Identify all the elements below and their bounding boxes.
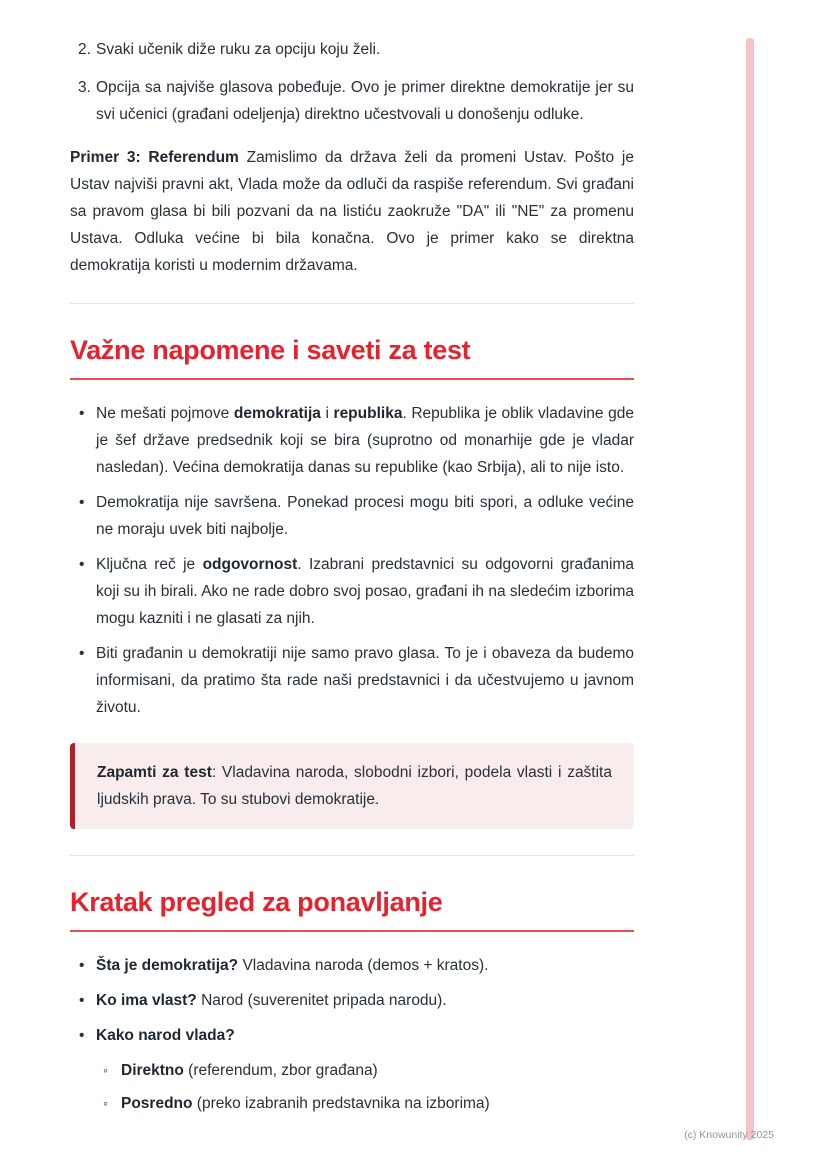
callout-text: Zapamti za test: Vladavina naroda, slobodni izbori, podela vlasti i zaštita ljudskih prava. To su stubovi demokratije. bbox=[97, 764, 612, 808]
sub-bullet-list bbox=[96, 1057, 634, 1117]
list-item: • Biti građanin u demokratiji nije samo pravo glasa. To je i obaveza da budemo informisani, da pratimo šta rade naši predstavnici i da učestvujemo u javnom životu. bbox=[70, 640, 634, 721]
section-divider bbox=[70, 855, 634, 856]
list-item: • Demokratija nije savršena. Ponekad procesi mogu biti spori, a odluke većine ne moraju uvek biti najbolje. bbox=[70, 489, 634, 543]
content-column bbox=[70, 36, 634, 1125]
list-item-text: Kako narod vlada? bbox=[96, 1027, 235, 1044]
section-title-review: Kratak pregled za ponavljanje bbox=[70, 886, 634, 932]
review-bullet-list bbox=[70, 952, 634, 1117]
list-item: ◦ Direktno (referendum, zbor građana) bbox=[96, 1057, 634, 1084]
section-title-notes: Važne napomene i saveti za test bbox=[70, 334, 634, 380]
ordered-list-number: 3. bbox=[78, 79, 91, 96]
page-edge-bar bbox=[746, 38, 754, 1140]
ordered-list-text: Opcija sa najviše glasova pobeđuje. Ovo je primer direktne demokratije jer su svi učenici (građani odeljenja) direktno učestvovali u donošenju odluke. bbox=[96, 79, 634, 123]
list-item bbox=[70, 1022, 634, 1117]
list-item: • Ne mešati pojmove demokratija i republika. Republika je oblik vladavine gde je šef države predsednik koji se bira (suprotno od monarhije gde je vladar nasledan). Većina demokratija danas su republike (kao Srbija), ali to nije isto. bbox=[70, 400, 634, 481]
paragraph-primer-3: Primer 3: Referendum Zamislimo da država želi da promeni Ustav. Pošto je Ustav najviši pravni akt, Vlada može da odluči da raspiše referendum. Svi građani sa pravom glasa bi bili pozvani da na listiću zaokruže "DA" ili "NE" za promenu Ustava. Odluka većine bi bila konačna. Ovo je primer kako se direktna demokratija koristi u modernim državama. bbox=[70, 149, 634, 274]
callout-box bbox=[70, 743, 634, 829]
ordered-list-text: Svaki učenik diže ruku za opciju koju želi. bbox=[96, 41, 381, 58]
ordered-list-item bbox=[70, 36, 634, 63]
footer-credit: (c) Knowunity 2025 bbox=[684, 1129, 774, 1141]
list-item: • Ključna reč je odgovornost. Izabrani predstavnici su odgovorni građanima koji su ih birali. Ako ne rade dobro svoj posao, građani ih na sledećim izborima mogu kazniti i ne glasati za njih. bbox=[70, 551, 634, 632]
ordered-list-item bbox=[70, 74, 634, 128]
list-item: • Šta je demokratija? Vladavina naroda (demos + kratos). bbox=[70, 952, 634, 979]
section-divider bbox=[70, 303, 634, 304]
ordered-list bbox=[70, 36, 634, 128]
list-item: ◦ Posredno (preko izabranih predstavnika na izborima) bbox=[96, 1090, 634, 1117]
list-item: • Ko ima vlast? Narod (suverenitet pripada narodu). bbox=[70, 987, 634, 1014]
ordered-list-number: 2. bbox=[78, 41, 91, 58]
notes-bullet-list bbox=[70, 400, 634, 721]
